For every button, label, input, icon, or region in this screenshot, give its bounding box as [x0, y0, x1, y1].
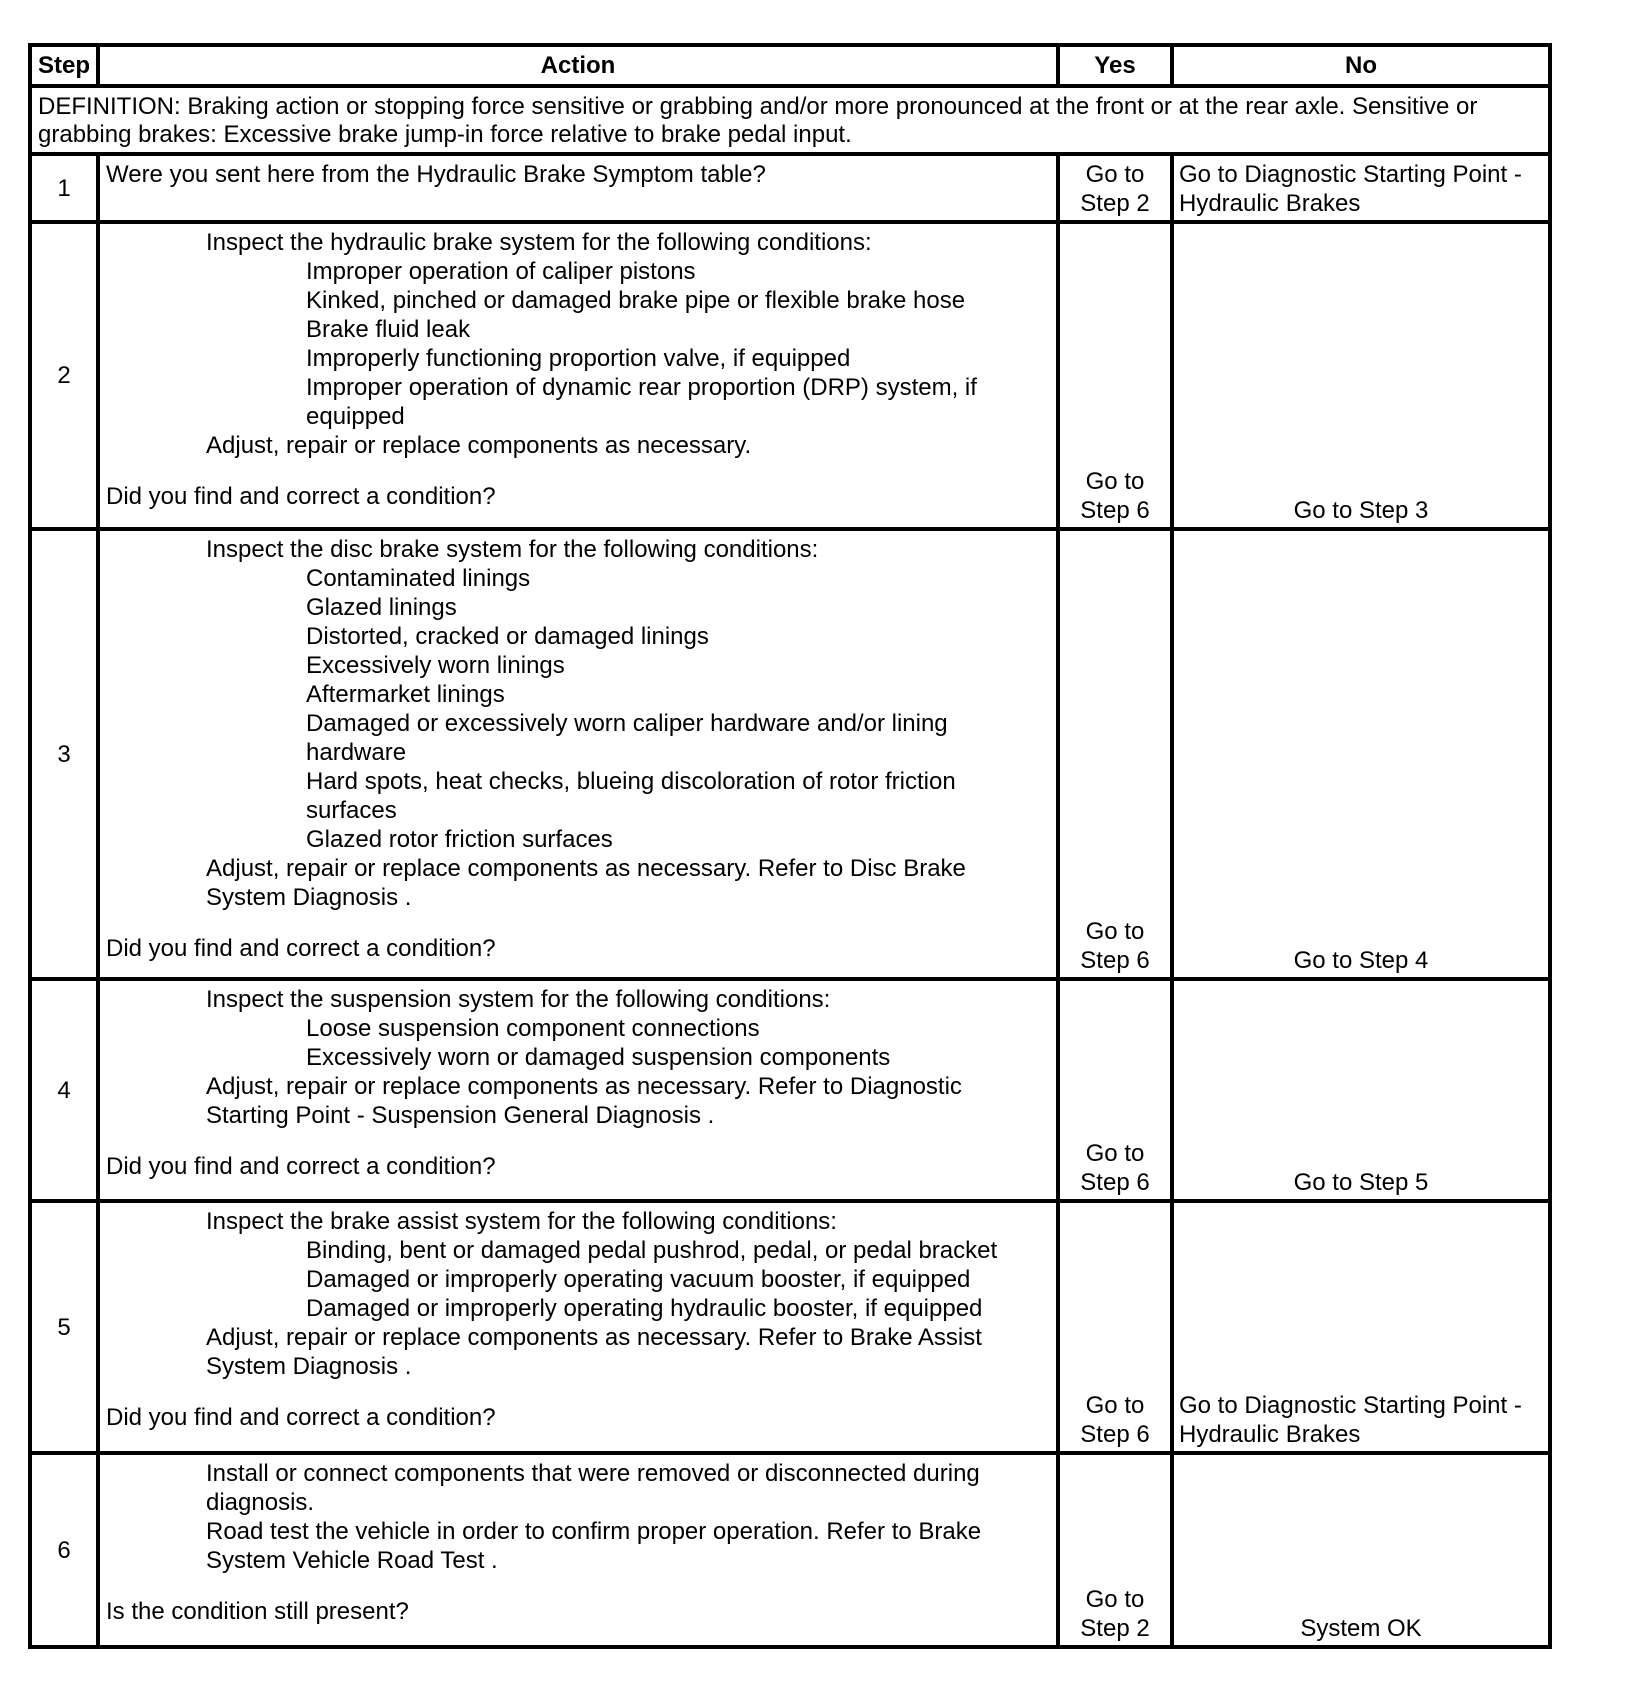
step-number: 6	[30, 1453, 98, 1647]
condition-item: Loose suspension component connections	[306, 1015, 760, 1042]
condition-item: Improperly functioning proportion valve, if equipped	[306, 345, 851, 372]
yes-cell: Go to Step 6	[1058, 979, 1172, 1201]
step-number: 2	[30, 222, 98, 529]
action-cell	[98, 1453, 1058, 1647]
no-cell: Go to Step 5	[1172, 979, 1550, 1201]
definition-row	[30, 86, 1550, 154]
header-step: Step	[30, 45, 98, 86]
intro-text: Inspect the suspension system for the following conditions:	[206, 986, 831, 1013]
condition-item: Hard spots, heat checks, blueing discoloration of rotor friction surfaces	[306, 768, 956, 824]
action-cell	[98, 529, 1058, 979]
condition-item: Damaged or improperly operating vacuum booster, if equipped	[306, 1266, 971, 1293]
no-cell: Go to Diagnostic Starting Point - Hydraulic Brakes	[1172, 154, 1550, 222]
header-action: Action	[98, 45, 1058, 86]
intro-text: Inspect the hydraulic brake system for the following conditions:	[206, 229, 872, 256]
condition-item: Contaminated linings	[306, 565, 531, 592]
header-yes: Yes	[1058, 45, 1172, 86]
condition-item: Glazed linings	[306, 594, 457, 621]
condition-item: Excessively worn linings	[306, 652, 565, 679]
yes-cell: Go to Step 6	[1058, 222, 1172, 529]
step-number: 5	[30, 1201, 98, 1453]
action-cell	[98, 154, 1058, 222]
instruction-text: Install or connect components that were removed or disconnected during diagnosis.	[206, 1460, 980, 1516]
question-text: Did you find and correct a condition?	[106, 1404, 496, 1431]
table-row	[30, 154, 1550, 222]
instruction-text: Adjust, repair or replace components as necessary.	[206, 432, 752, 459]
no-cell: Go to Step 3	[1172, 222, 1550, 529]
yes-cell: Go to Step 2	[1058, 154, 1172, 222]
question-text: Did you find and correct a condition?	[106, 935, 496, 962]
condition-item: Aftermarket linings	[306, 681, 505, 708]
table-row	[30, 1453, 1550, 1647]
step-number: 4	[30, 979, 98, 1201]
instruction-text: Adjust, repair or replace components as necessary. Refer to Diagnostic Starting Point - Suspension General Diagnosis .	[206, 1073, 962, 1129]
table-row	[30, 222, 1550, 529]
intro-text: Inspect the disc brake system for the following conditions:	[206, 536, 819, 563]
table-row	[30, 1201, 1550, 1453]
question-text: Did you find and correct a condition?	[106, 483, 496, 510]
yes-cell: Go to Step 6	[1058, 1201, 1172, 1453]
action-cell	[98, 1201, 1058, 1453]
question-text: Did you find and correct a condition?	[106, 1153, 496, 1180]
condition-item: Improper operation of caliper pistons	[306, 258, 696, 285]
condition-item: Distorted, cracked or damaged linings	[306, 623, 709, 650]
header-row	[30, 45, 1550, 86]
condition-item: Improper operation of dynamic rear proportion (DRP) system, if equipped	[306, 374, 977, 430]
table-row	[30, 979, 1550, 1201]
condition-item: Kinked, pinched or damaged brake pipe or flexible brake hose	[306, 287, 966, 314]
condition-item: Binding, bent or damaged pedal pushrod, pedal, or pedal bracket	[306, 1237, 998, 1264]
table-row	[30, 529, 1550, 979]
action-cell	[98, 979, 1058, 1201]
instruction-text: Adjust, repair or replace components as necessary. Refer to Disc Brake System Diagnosis .	[206, 855, 966, 911]
yes-cell: Go to Step 6	[1058, 529, 1172, 979]
no-cell: Go to Diagnostic Starting Point - Hydraulic Brakes	[1172, 1201, 1550, 1453]
step-number: 3	[30, 529, 98, 979]
question-text: Were you sent here from the Hydraulic Brake Symptom table?	[106, 161, 766, 188]
question-text: Is the condition still present?	[106, 1598, 409, 1625]
action-cell	[98, 222, 1058, 529]
definition-text: DEFINITION: Braking action or stopping force sensitive or grabbing and/or more pronounced at the front or at the rear axle. Sensitive or grabbing brakes: Excessive brake jump-in force relative to brake pedal input.	[30, 86, 1550, 154]
condition-item: Glazed rotor friction surfaces	[306, 826, 613, 853]
diagnostic-table	[28, 43, 1552, 1649]
step-number: 1	[30, 154, 98, 222]
condition-item: Excessively worn or damaged suspension components	[306, 1044, 891, 1071]
instruction-text: Adjust, repair or replace components as necessary. Refer to Brake Assist System Diagnosis .	[206, 1324, 982, 1380]
header-no: No	[1172, 45, 1550, 86]
no-cell: System OK	[1172, 1453, 1550, 1647]
condition-item: Brake fluid leak	[306, 316, 471, 343]
condition-item: Damaged or excessively worn caliper hardware and/or lining hardware	[306, 710, 948, 766]
intro-text: Inspect the brake assist system for the following conditions:	[206, 1208, 837, 1235]
instruction-text: Road test the vehicle in order to confirm proper operation. Refer to Brake System Vehicle Road Test .	[206, 1518, 982, 1574]
condition-item: Damaged or improperly operating hydraulic booster, if equipped	[306, 1295, 983, 1322]
no-cell: Go to Step 4	[1172, 529, 1550, 979]
yes-cell: Go to Step 2	[1058, 1453, 1172, 1647]
